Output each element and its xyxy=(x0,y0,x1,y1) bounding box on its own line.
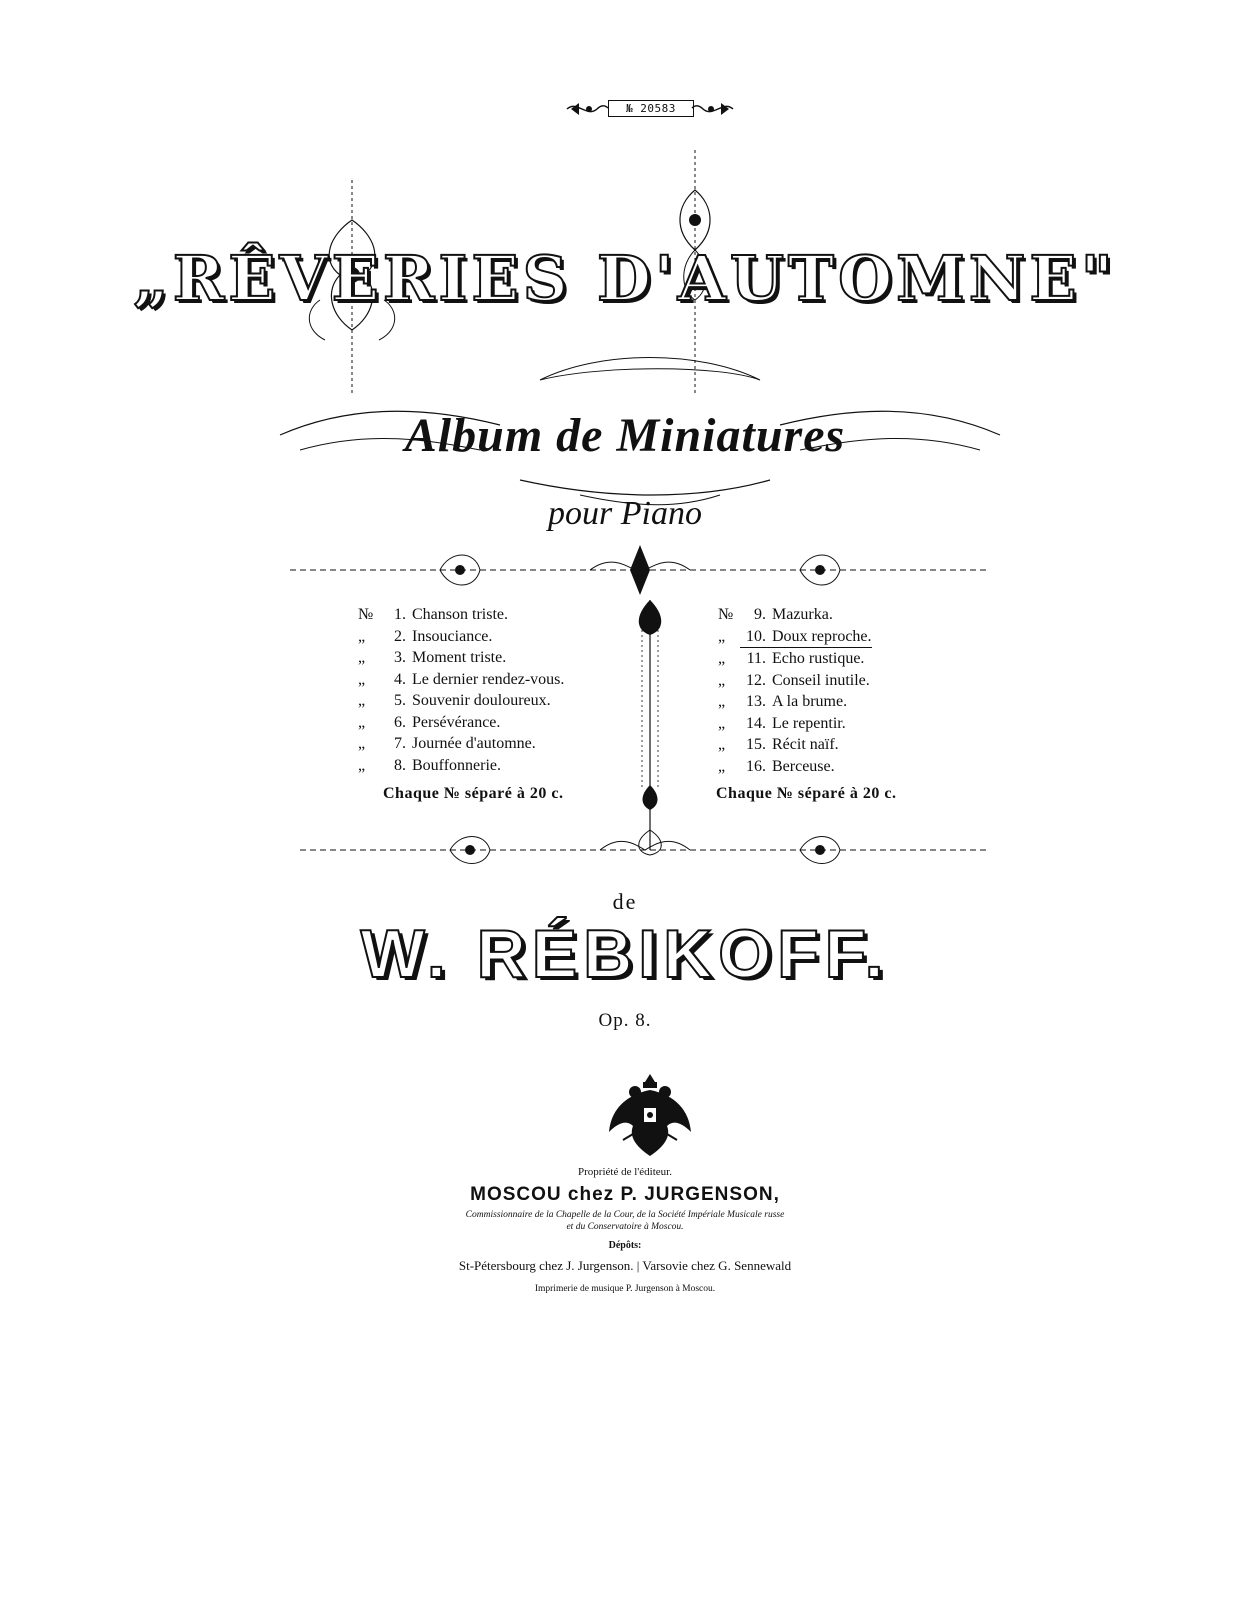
contents-list-right xyxy=(718,604,872,777)
list-item: „ 10. Doux reproche. xyxy=(718,626,872,649)
list-item: „ 12. Conseil inutile. xyxy=(718,671,870,689)
subtitle: Album de Miniatures xyxy=(404,409,846,462)
plate-number-cartouche xyxy=(565,94,735,124)
commission-line-2: et du Conservatoire à Moscou. xyxy=(566,1222,684,1232)
lower-ornamental-divider-icon xyxy=(300,820,990,880)
list-item: „ 6. Persévérance. xyxy=(358,713,501,731)
publisher: MOSCOU chez P. JURGENSON, xyxy=(470,1184,780,1205)
property-notice: Propriété de l'éditeur. xyxy=(578,1166,672,1178)
list-item: „ 5. Souvenir douloureux. xyxy=(358,692,551,709)
list-item: „ 4. Le dernier rendez-vous. xyxy=(358,670,565,688)
list-item: № 1. Chanson triste. xyxy=(358,606,508,623)
list-item: „ 14. Le repentir. xyxy=(718,714,846,732)
double-headed-eagle-crest-icon xyxy=(605,1070,695,1160)
list-item: „ 11. Echo rustique. xyxy=(718,650,865,667)
price-note-right: Chaque № séparé à 20 c. xyxy=(716,785,897,802)
depots-label: Dépôts: xyxy=(608,1240,642,1251)
list-item: „ 15. Récit naïf. xyxy=(718,736,839,753)
depots: St-Pétersbourg chez J. Jurgenson. | Varsovie chez G. Sennewald xyxy=(458,1258,792,1273)
list-item: „ 16. Berceuse. xyxy=(718,757,835,775)
opus-number: Op. 8. xyxy=(598,1010,652,1031)
list-item: „ 3. Moment triste. xyxy=(358,649,507,666)
plate-number: № 20583 xyxy=(608,100,694,117)
list-item: „ 8. Bouffonnerie. xyxy=(358,756,502,774)
price-note-left: Chaque № séparé à 20 c. xyxy=(383,785,564,802)
list-item: № 9. Mazurka. xyxy=(718,606,833,623)
composer-name: W. RÉBIKOFF. xyxy=(360,916,890,992)
list-item: „ 13. A la brume. xyxy=(718,693,848,710)
commission-line-1: Commissionnaire de la Chapelle de la Cour, de la Société Impériale Musicale russe xyxy=(465,1210,785,1220)
instrument: pour Piano xyxy=(548,495,702,532)
contents-list-left xyxy=(358,604,564,776)
composer-preposition: de xyxy=(612,889,638,914)
list-item: „ 2. Insouciance. xyxy=(358,627,493,645)
main-title: „RÊVERIES D'AUTOMNE" xyxy=(133,242,1117,315)
list-item: „ 7. Journée d'automne. xyxy=(358,735,536,752)
printer-notice: Imprimerie de musique P. Jurgenson à Moscou. xyxy=(534,1284,716,1294)
